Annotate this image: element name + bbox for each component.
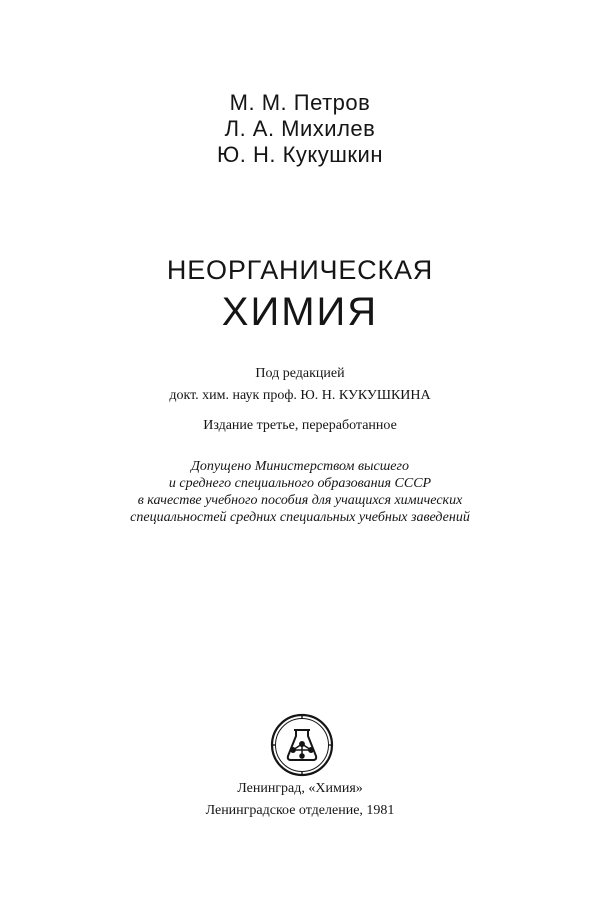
publisher-imprint [0,778,600,822]
author-name: Ю. Н. Кукушкин [217,142,383,167]
book-title [0,252,600,334]
authors-block [0,90,600,168]
imprint-branch-year: Ленинградское отделение, 1981 [205,803,395,818]
approval-note [0,458,600,526]
approval-line: специальностей средних специальных учебных заведений [130,510,470,525]
approval-line: в качестве учебного пособия для учащихся химических [137,493,463,508]
approval-line: Допущено Министерством высшего [191,459,409,474]
author-name: М. М. Петров [229,90,371,115]
khimiya-publisher-logo-icon [269,712,335,778]
edition-note: Издание третье, переработанное [203,418,397,433]
approval-line: и среднего специального образования СССР [168,476,432,491]
editor-block [0,363,600,407]
imprint-city-publisher: Ленинград, «Химия» [237,781,363,796]
editor-label: Под редакцией [255,366,345,381]
editor-name: докт. хим. наук проф. Ю. Н. КУКУШКИНА [169,388,431,403]
author-name: Л. А. Михилев [224,116,376,141]
book-title-line-2: ХИМИЯ [221,290,379,334]
book-title-line-1: НЕОРГАНИЧЕСКАЯ [166,255,434,285]
